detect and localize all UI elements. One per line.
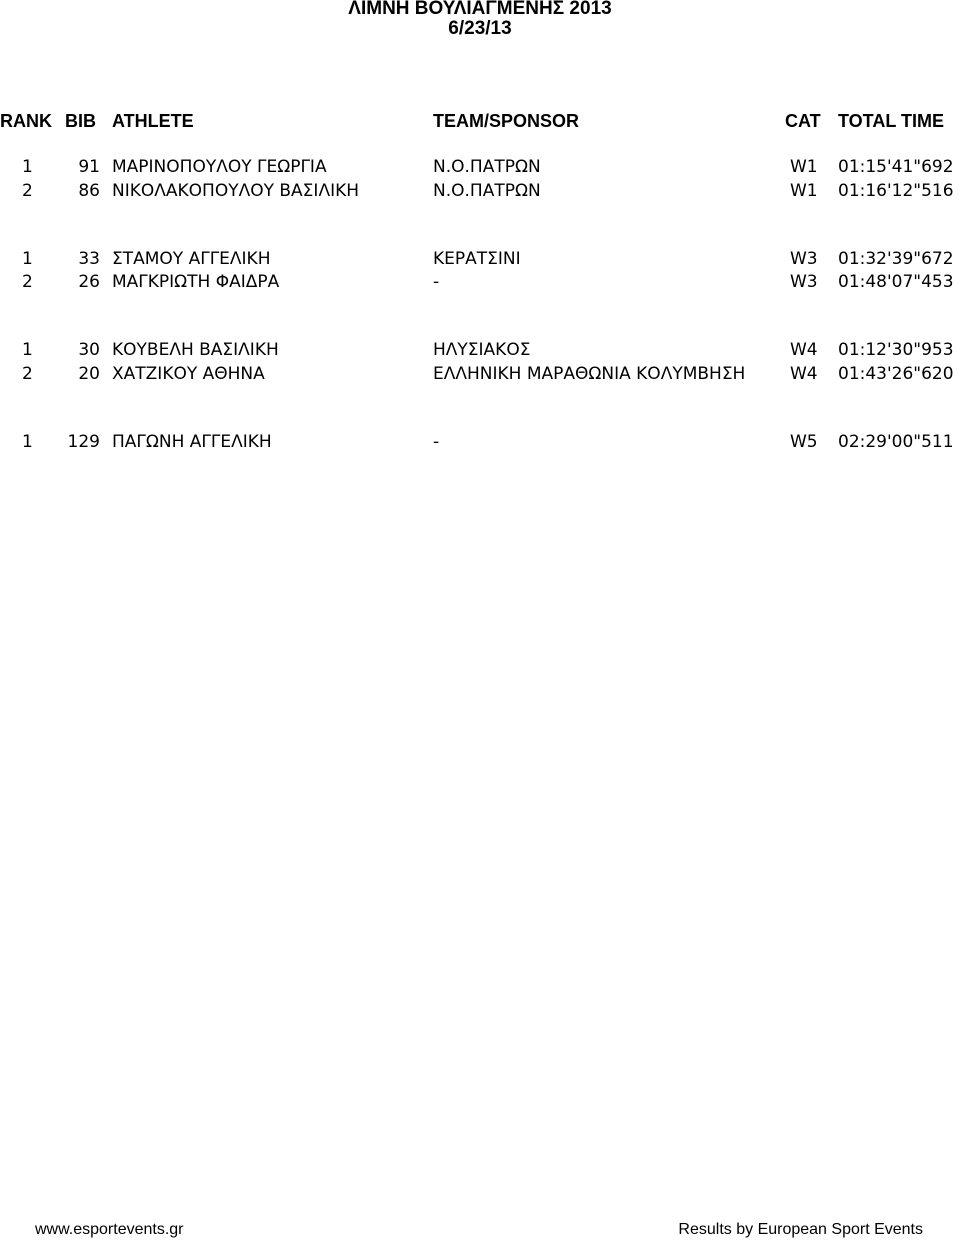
cell-bib: 91 [78,157,100,177]
cell-cat: W1 [790,157,818,177]
footer-website: www.esportevents.gr [35,1221,184,1238]
cell-cat: W3 [790,272,818,292]
column-header-rank: RANK [0,111,52,131]
cell-bib: 33 [78,249,100,269]
cell-team: - [433,432,440,452]
cell-athlete: ΝΙΚΟΛΑΚΟΠΟΥΛΟΥ ΒΑΣΙΛΙΚΗ [112,181,360,201]
table-row [0,248,960,270]
cell-cat: W4 [790,364,818,384]
event-date: 6/23/13 [448,18,512,39]
cell-cat: W4 [790,340,818,360]
table-header [0,110,960,132]
cell-rank: 1 [22,157,33,177]
cell-team: ΚΕΡΑΤΣΙΝΙ [433,249,521,269]
cell-rank: 2 [22,364,33,384]
table-row [0,156,960,178]
page-title: ΛΙΜΝΗ ΒΟΥΛΙΑΓΜΕΝΗΣ 2013 [348,0,612,19]
cell-athlete: ΜΑΓΚΡΙΩΤΗ ΦΑΙΔΡΑ [112,272,280,292]
table-row [0,363,960,385]
cell-time: 01:16'12"516 [838,181,954,201]
cell-time: 01:48'07"453 [838,272,954,292]
cell-time: 01:15'41"692 [838,157,954,177]
column-header-time: TOTAL TIME [838,111,944,131]
table-row [0,180,960,202]
cell-rank: 2 [22,272,33,292]
cell-rank: 1 [22,340,33,360]
cell-bib: 20 [78,364,100,384]
cell-team: ΗΛΥΣΙΑΚΟΣ [433,340,531,360]
cell-team: ΕΛΛΗΝΙΚΗ ΜΑΡΑΘΩΝΙΑ ΚΟΛΥΜΒΗΣΗ [433,364,746,384]
cell-cat: W1 [790,181,818,201]
cell-team: - [433,272,440,292]
column-header-team: TEAM/SPONSOR [433,111,580,131]
footer-credit: Results by European Sport Events [678,1221,923,1238]
cell-time: 01:43'26"620 [838,364,954,384]
cell-time: 02:29'00"511 [838,432,954,452]
table-row [0,339,960,361]
cell-bib: 30 [78,340,100,360]
table-row [0,271,960,293]
cell-team: Ν.Ο.ΠΑΤΡΩΝ [433,157,541,177]
cell-athlete: ΣΤΑΜΟΥ ΑΓΓΕΛΙΚΗ [112,249,271,269]
cell-rank: 1 [22,432,33,452]
cell-rank: 1 [22,249,33,269]
cell-bib: 129 [67,432,100,452]
cell-athlete: ΧΑΤΖΙΚΟΥ ΑΘΗΝΑ [112,364,265,384]
column-header-athlete: ATHLETE [112,111,194,131]
cell-time: 01:32'39"672 [838,249,954,269]
cell-athlete: ΚΟΥΒΕΛΗ ΒΑΣΙΛΙΚΗ [112,340,279,360]
cell-athlete: ΠΑΓΩΝΗ ΑΓΓΕΛΙΚΗ [112,432,272,452]
column-header-cat: CAT [785,111,821,131]
cell-team: Ν.Ο.ΠΑΤΡΩΝ [433,181,541,201]
cell-cat: W3 [790,249,818,269]
column-header-bib: BIB [65,111,96,131]
cell-bib: 26 [78,272,100,292]
cell-cat: W5 [790,432,818,452]
cell-rank: 2 [22,181,33,201]
cell-time: 01:12'30"953 [838,340,954,360]
table-row [0,431,960,453]
cell-athlete: ΜΑΡΙΝΟΠΟΥΛΟΥ ΓΕΩΡΓΙΑ [112,157,327,177]
cell-bib: 86 [78,181,100,201]
